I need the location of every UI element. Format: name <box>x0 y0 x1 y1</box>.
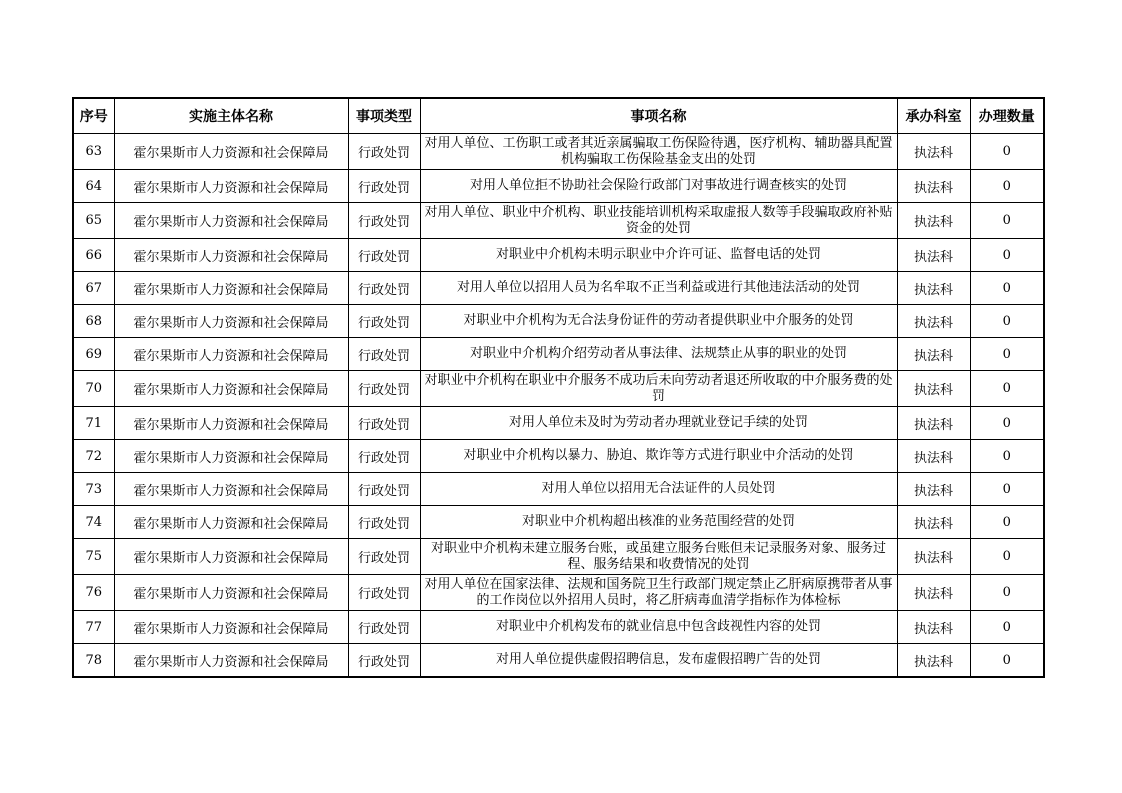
header-seq: 序号 <box>73 98 114 134</box>
table-row <box>73 371 1044 407</box>
cell-name <box>420 272 897 305</box>
item-name-text: 对用人单位以招用无合法证件的人员处罚 <box>541 481 776 496</box>
cell-count: 0 <box>970 644 1044 678</box>
cell-count: 0 <box>970 407 1044 440</box>
cell-seq: 71 <box>73 407 114 440</box>
cell-name <box>420 203 897 239</box>
item-name-text: 对职业中介机构以暴力、胁迫、欺诈等方式进行职业中介活动的处罚 <box>463 448 854 463</box>
cell-seq: 66 <box>73 239 114 272</box>
cell-name <box>420 371 897 407</box>
cell-type: 行政处罚 <box>348 371 420 407</box>
cell-count: 0 <box>970 575 1044 611</box>
cell-type: 行政处罚 <box>348 170 420 203</box>
cell-seq: 77 <box>73 611 114 644</box>
cell-entity: 霍尔果斯市人力资源和社会保障局 <box>114 203 348 239</box>
table-row <box>73 407 1044 440</box>
item-name-text: 对用人单位、工伤职工或者其近亲属骗取工伤保险待遇，医疗机构、辅助器具配置机构骗取工伤保险基金支出的处罚 <box>424 135 893 167</box>
cell-dept: 执法科 <box>897 170 970 203</box>
cell-dept: 执法科 <box>897 611 970 644</box>
cell-seq: 70 <box>73 371 114 407</box>
cell-type: 行政处罚 <box>348 407 420 440</box>
table-row <box>73 305 1044 338</box>
cell-type: 行政处罚 <box>348 539 420 575</box>
header-type: 事项类型 <box>348 98 420 134</box>
cell-count: 0 <box>970 170 1044 203</box>
item-name-text: 对职业中介机构在职业中介服务不成功后未向劳动者退还所收取的中介服务费的处罚 <box>424 372 893 404</box>
table-row <box>73 272 1044 305</box>
cell-type: 行政处罚 <box>348 575 420 611</box>
cell-entity: 霍尔果斯市人力资源和社会保障局 <box>114 305 348 338</box>
table-row <box>73 575 1044 611</box>
header-name: 事项名称 <box>420 98 897 134</box>
cell-count: 0 <box>970 239 1044 272</box>
cell-dept: 执法科 <box>897 506 970 539</box>
table-header <box>73 98 1044 134</box>
cell-entity: 霍尔果斯市人力资源和社会保障局 <box>114 539 348 575</box>
cell-name <box>420 239 897 272</box>
cell-entity: 霍尔果斯市人力资源和社会保障局 <box>114 506 348 539</box>
cell-name <box>420 305 897 338</box>
cell-type: 行政处罚 <box>348 644 420 678</box>
header-row <box>73 98 1044 134</box>
cell-type: 行政处罚 <box>348 239 420 272</box>
cell-type: 行政处罚 <box>348 305 420 338</box>
table-row <box>73 203 1044 239</box>
table-row <box>73 338 1044 371</box>
cell-count: 0 <box>970 539 1044 575</box>
cell-type: 行政处罚 <box>348 473 420 506</box>
item-name-text: 对用人单位、职业中介机构、职业技能培训机构采取虚报人数等手段骗取政府补贴资金的处罚 <box>424 204 893 236</box>
cell-dept: 执法科 <box>897 305 970 338</box>
cell-seq: 74 <box>73 506 114 539</box>
header-entity: 实施主体名称 <box>114 98 348 134</box>
cell-name <box>420 170 897 203</box>
table-row <box>73 134 1044 170</box>
cell-count: 0 <box>970 305 1044 338</box>
cell-type: 行政处罚 <box>348 506 420 539</box>
cell-entity: 霍尔果斯市人力资源和社会保障局 <box>114 371 348 407</box>
cell-entity: 霍尔果斯市人力资源和社会保障局 <box>114 170 348 203</box>
item-name-text: 对用人单位以招用人员为名牟取不正当利益或进行其他违法活动的处罚 <box>456 280 860 295</box>
cell-count: 0 <box>970 272 1044 305</box>
table-row <box>73 239 1044 272</box>
item-name-text: 对职业中介机构为无合法身份证件的劳动者提供职业中介服务的处罚 <box>463 313 854 328</box>
item-name-text: 对职业中介机构超出核准的业务范围经营的处罚 <box>521 514 795 529</box>
cell-seq: 78 <box>73 644 114 678</box>
cell-count: 0 <box>970 134 1044 170</box>
cell-entity: 霍尔果斯市人力资源和社会保障局 <box>114 338 348 371</box>
cell-dept: 执法科 <box>897 371 970 407</box>
cell-seq: 63 <box>73 134 114 170</box>
cell-name <box>420 134 897 170</box>
cell-type: 行政处罚 <box>348 272 420 305</box>
cell-name <box>420 407 897 440</box>
cell-entity: 霍尔果斯市人力资源和社会保障局 <box>114 272 348 305</box>
cell-dept: 执法科 <box>897 134 970 170</box>
cell-entity: 霍尔果斯市人力资源和社会保障局 <box>114 611 348 644</box>
cell-dept: 执法科 <box>897 239 970 272</box>
cell-dept: 执法科 <box>897 473 970 506</box>
cell-entity: 霍尔果斯市人力资源和社会保障局 <box>114 134 348 170</box>
cell-name <box>420 473 897 506</box>
cell-count: 0 <box>970 371 1044 407</box>
cell-name <box>420 575 897 611</box>
table-row <box>73 506 1044 539</box>
cell-entity: 霍尔果斯市人力资源和社会保障局 <box>114 440 348 473</box>
cell-name <box>420 644 897 678</box>
cell-dept: 执法科 <box>897 407 970 440</box>
cell-seq: 69 <box>73 338 114 371</box>
table-row <box>73 473 1044 506</box>
item-name-text: 对用人单位提供虚假招聘信息，发布虚假招聘广告的处罚 <box>495 652 821 667</box>
cell-seq: 76 <box>73 575 114 611</box>
table-row <box>73 611 1044 644</box>
cell-seq: 73 <box>73 473 114 506</box>
item-name-text: 对职业中介机构未建立服务台账，或虽建立服务台账但未记录服务对象、服务过程、服务结果和收费情况的处罚 <box>430 540 886 572</box>
cell-name <box>420 539 897 575</box>
cell-name <box>420 611 897 644</box>
cell-entity: 霍尔果斯市人力资源和社会保障局 <box>114 407 348 440</box>
cell-dept: 执法科 <box>897 575 970 611</box>
item-name-text: 对用人单位拒不协助社会保险行政部门对事故进行调查核实的处罚 <box>469 178 847 193</box>
item-name-text: 对职业中介机构发布的就业信息中包含歧视性内容的处罚 <box>495 619 821 634</box>
table-row <box>73 644 1044 678</box>
cell-dept: 执法科 <box>897 338 970 371</box>
cell-type: 行政处罚 <box>348 338 420 371</box>
cell-count: 0 <box>970 473 1044 506</box>
cell-seq: 75 <box>73 539 114 575</box>
cell-count: 0 <box>970 611 1044 644</box>
item-name-text: 对职业中介机构未明示职业中介许可证、监督电话的处罚 <box>495 247 821 262</box>
cell-dept: 执法科 <box>897 440 970 473</box>
cell-type: 行政处罚 <box>348 203 420 239</box>
cell-entity: 霍尔果斯市人力资源和社会保障局 <box>114 644 348 678</box>
cell-name <box>420 338 897 371</box>
cell-seq: 65 <box>73 203 114 239</box>
cell-type: 行政处罚 <box>348 440 420 473</box>
item-name-text: 对用人单位未及时为劳动者办理就业登记手续的处罚 <box>508 415 808 430</box>
cell-seq: 72 <box>73 440 114 473</box>
header-dept: 承办科室 <box>897 98 970 134</box>
cell-count: 0 <box>970 203 1044 239</box>
cell-count: 0 <box>970 338 1044 371</box>
cell-dept: 执法科 <box>897 272 970 305</box>
cell-count: 0 <box>970 440 1044 473</box>
cell-entity: 霍尔果斯市人力资源和社会保障局 <box>114 575 348 611</box>
table-row <box>73 440 1044 473</box>
cell-type: 行政处罚 <box>348 611 420 644</box>
cell-entity: 霍尔果斯市人力资源和社会保障局 <box>114 473 348 506</box>
cell-dept: 执法科 <box>897 203 970 239</box>
cell-type: 行政处罚 <box>348 134 420 170</box>
item-name-text: 对用人单位在国家法律、法规和国务院卫生行政部门规定禁止乙肝病原携带者从事的工作岗位以外招用人员时，将乙肝病毒血清学指标作为体检标 <box>424 576 893 608</box>
header-count: 办理数量 <box>970 98 1044 134</box>
cell-dept: 执法科 <box>897 539 970 575</box>
cell-name <box>420 506 897 539</box>
cell-seq: 67 <box>73 272 114 305</box>
enforcement-items-table <box>72 97 1045 678</box>
cell-entity: 霍尔果斯市人力资源和社会保障局 <box>114 239 348 272</box>
cell-count: 0 <box>970 506 1044 539</box>
cell-seq: 64 <box>73 170 114 203</box>
table-row <box>73 539 1044 575</box>
table-row <box>73 170 1044 203</box>
cell-name <box>420 440 897 473</box>
cell-dept: 执法科 <box>897 644 970 678</box>
item-name-text: 对职业中介机构介绍劳动者从事法律、法规禁止从事的职业的处罚 <box>469 346 847 361</box>
table-body <box>73 134 1044 678</box>
cell-seq: 68 <box>73 305 114 338</box>
